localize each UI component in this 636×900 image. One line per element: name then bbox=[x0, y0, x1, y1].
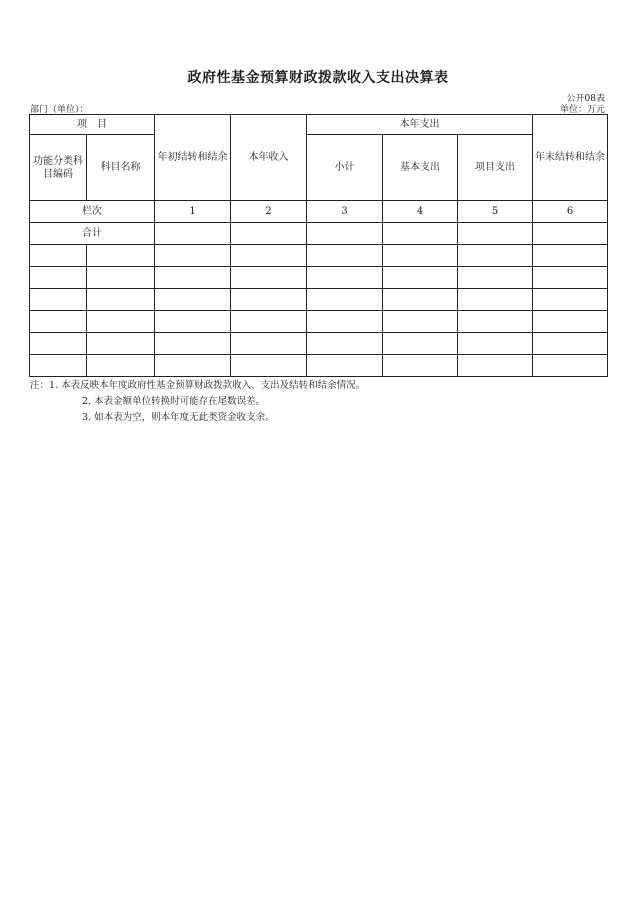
table-cell bbox=[533, 311, 608, 333]
table-cell bbox=[458, 267, 533, 289]
index-row bbox=[30, 201, 608, 223]
table-cell bbox=[231, 333, 307, 355]
header-project-expense: 项目支出 bbox=[458, 135, 533, 201]
table-cell bbox=[458, 245, 533, 267]
index-col-2: 2 bbox=[231, 201, 307, 223]
table-cell bbox=[231, 355, 307, 377]
table-cell bbox=[458, 289, 533, 311]
table-cell bbox=[458, 333, 533, 355]
table-cell bbox=[231, 223, 307, 245]
unit-label: 单位：万元 bbox=[559, 105, 605, 115]
table-cell bbox=[383, 333, 458, 355]
table-cell bbox=[87, 355, 155, 377]
table-cell bbox=[533, 289, 608, 311]
header-basic-expense: 基本支出 bbox=[383, 135, 458, 201]
table-cell bbox=[458, 355, 533, 377]
header-opening-balance: 年初结转和结余 bbox=[155, 115, 231, 201]
footnotes bbox=[30, 378, 365, 426]
footnote-3: 3. 如本表为空，则本年度无此类资金收支余。 bbox=[82, 412, 275, 423]
table-cell bbox=[383, 223, 458, 245]
form-code: 公开08表 bbox=[566, 94, 605, 104]
table-cell bbox=[231, 267, 307, 289]
table-cell bbox=[383, 289, 458, 311]
table-cell bbox=[87, 333, 155, 355]
table-cell bbox=[533, 333, 608, 355]
index-col-6: 6 bbox=[533, 201, 608, 223]
table-cell bbox=[383, 267, 458, 289]
budget-table bbox=[29, 114, 608, 377]
table-cell bbox=[307, 311, 383, 333]
table-cell bbox=[155, 355, 231, 377]
table-cell bbox=[533, 223, 608, 245]
table-row bbox=[30, 311, 608, 333]
table-cell bbox=[231, 289, 307, 311]
table-cell bbox=[307, 267, 383, 289]
table-cell bbox=[87, 289, 155, 311]
table-row bbox=[30, 355, 608, 377]
table-cell bbox=[30, 245, 87, 267]
table-cell bbox=[307, 355, 383, 377]
table-cell bbox=[87, 311, 155, 333]
table-cell bbox=[231, 245, 307, 267]
table-cell bbox=[155, 267, 231, 289]
total-label: 合计 bbox=[30, 223, 155, 245]
index-col-5: 5 bbox=[458, 201, 533, 223]
footnote-1: 注：1. 本表反映本年度政府性基金预算财政拨款收入、支出及结转和结余情况。 bbox=[30, 380, 366, 391]
index-col-4: 4 bbox=[383, 201, 458, 223]
index-col-3: 3 bbox=[307, 201, 383, 223]
table-cell bbox=[155, 333, 231, 355]
table-row bbox=[30, 289, 608, 311]
table-cell bbox=[30, 267, 87, 289]
table-cell bbox=[30, 333, 87, 355]
page-title: 政府性基金预算财政拨款收入支出决算表 bbox=[187, 70, 449, 86]
table-cell bbox=[30, 289, 87, 311]
table-row bbox=[30, 267, 608, 289]
table-cell bbox=[533, 355, 608, 377]
table-cell bbox=[383, 355, 458, 377]
index-label: 栏次 bbox=[30, 201, 155, 223]
table-cell bbox=[533, 245, 608, 267]
table-cell bbox=[30, 355, 87, 377]
header-func-code: 功能分类科目编码 bbox=[30, 135, 87, 201]
table-cell bbox=[383, 245, 458, 267]
table-cell bbox=[458, 311, 533, 333]
table-cell bbox=[155, 223, 231, 245]
header-current-income: 本年收入 bbox=[231, 115, 307, 201]
table-cell bbox=[307, 223, 383, 245]
table-cell bbox=[533, 267, 608, 289]
index-col-1: 1 bbox=[155, 201, 231, 223]
table-cell bbox=[155, 311, 231, 333]
table-row bbox=[30, 245, 608, 267]
total-row bbox=[30, 223, 608, 245]
table-cell bbox=[30, 311, 87, 333]
footnote-2: 2. 本表金额单位转换时可能存在尾数误差。 bbox=[82, 396, 266, 407]
table-cell bbox=[155, 245, 231, 267]
table-cell bbox=[383, 311, 458, 333]
table-cell bbox=[458, 223, 533, 245]
table-cell bbox=[307, 245, 383, 267]
table-cell bbox=[87, 267, 155, 289]
table-cell bbox=[155, 289, 231, 311]
header-current-expense: 本年支出 bbox=[307, 115, 533, 135]
header-subject-name: 科目名称 bbox=[87, 135, 155, 201]
table-cell bbox=[307, 289, 383, 311]
table-cell bbox=[307, 333, 383, 355]
header-project: 项 目 bbox=[30, 115, 155, 135]
table-cell bbox=[231, 311, 307, 333]
header-subtotal: 小计 bbox=[307, 135, 383, 201]
table-cell bbox=[87, 245, 155, 267]
header-closing-balance: 年末结转和结余 bbox=[533, 115, 608, 201]
department-label: 部门（单位）： bbox=[30, 105, 89, 115]
table-row bbox=[30, 333, 608, 355]
